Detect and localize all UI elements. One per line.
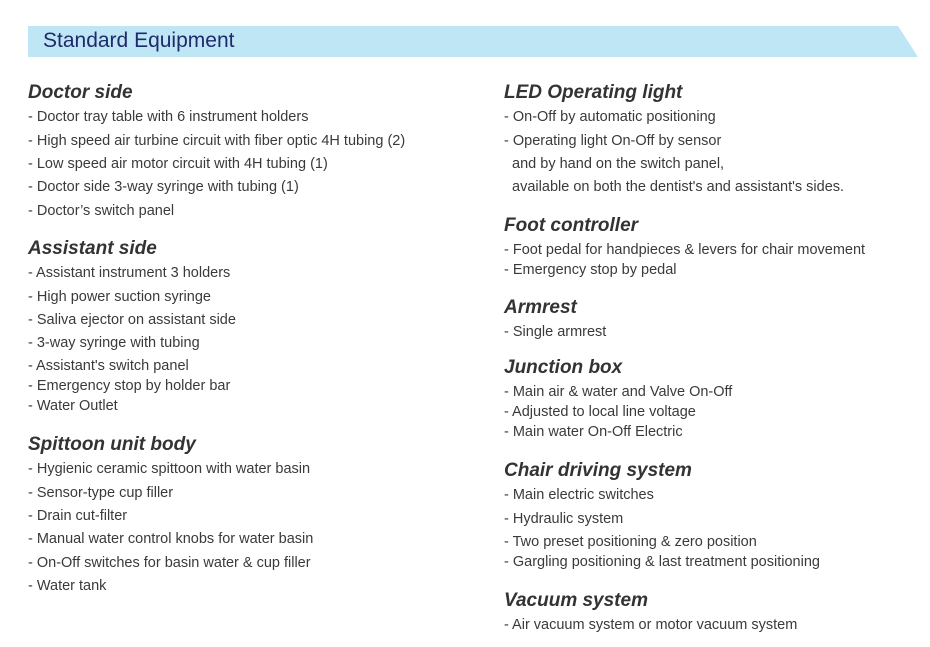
list-item: - On-Off by automatic positioning (504, 109, 716, 125)
list-item: - Low speed air motor circuit with 4H tubing (1) (28, 156, 328, 172)
list-item: - Drain cut-filter (28, 508, 128, 524)
list-item: - Adjusted to local line voltage (504, 404, 696, 420)
list-item: - Two preset positioning & zero position (504, 534, 757, 550)
list-item: - Sensor-type cup filler (28, 485, 174, 501)
list-item: - Doctor side 3-way syringe with tubing (1) (28, 179, 299, 195)
section-doctor-side (28, 80, 478, 236)
list-item: - Air vacuum system or motor vacuum system (504, 617, 798, 633)
page-title: Standard Equipment (43, 29, 235, 52)
section-armrest (504, 295, 914, 355)
list-item: - Manual water control knobs for water basin (28, 531, 314, 547)
list-item: - Water Outlet (28, 398, 118, 414)
list-item: - Doctor tray table with 6 instrument holders (28, 109, 309, 125)
section-junction-box (504, 355, 914, 458)
list-item: - 3-way syringe with tubing (28, 335, 200, 351)
section-title: Chair driving system (504, 460, 692, 481)
list-item: - Foot pedal for handpieces & levers for chair movement (504, 242, 866, 258)
right-column (504, 80, 914, 638)
section-title: Assistant side (28, 238, 157, 259)
list-item: - High power suction syringe (28, 289, 211, 305)
list-item: - Saliva ejector on assistant side (28, 312, 236, 328)
list-item: - Main electric switches (504, 487, 654, 503)
section-assistant-side (28, 236, 478, 432)
section-banner (28, 26, 918, 57)
section-foot-controller (504, 213, 914, 295)
section-vacuum-system (504, 588, 914, 638)
section-title: Doctor side (28, 82, 133, 103)
list-item: - Main water On-Off Electric (504, 424, 683, 440)
list-item: - Doctor’s switch panel (28, 203, 175, 219)
list-item: - Main air & water and Valve On-Off (504, 384, 733, 400)
list-item: - Assistant's switch panel (28, 358, 189, 374)
section-title: Armrest (504, 297, 577, 318)
section-spittoon-unit-body (28, 432, 478, 602)
list-item: - On-Off switches for basin water & cup filler (28, 555, 311, 571)
list-item: - Water tank (28, 578, 107, 594)
list-item: - High speed air turbine circuit with fiber optic 4H tubing (2) (28, 133, 406, 149)
list-item: - Hydraulic system (504, 511, 624, 527)
list-item: - Emergency stop by holder bar (28, 378, 231, 394)
section-title: Foot controller (504, 215, 639, 236)
list-item: - Operating light On-Off by sensor (504, 133, 722, 149)
section-title: Vacuum system (504, 590, 648, 611)
section-title: LED Operating light (504, 82, 683, 103)
list-item: - Emergency stop by pedal (504, 262, 677, 278)
section-chair-driving-system (504, 458, 914, 588)
left-column (28, 80, 478, 602)
list-item: - Assistant instrument 3 holders (28, 265, 231, 281)
list-item: - Single armrest (504, 324, 607, 340)
list-item: - Hygienic ceramic spittoon with water basin (28, 461, 311, 477)
section-title: Spittoon unit body (28, 434, 196, 455)
section-title: Junction box (504, 357, 623, 378)
list-item: - Gargling positioning & last treatment positioning (504, 554, 820, 570)
section-led-operating-light (504, 80, 914, 213)
list-item: available on both the dentist's and assistant's sides. (504, 179, 845, 195)
list-item: and by hand on the switch panel, (504, 156, 725, 172)
